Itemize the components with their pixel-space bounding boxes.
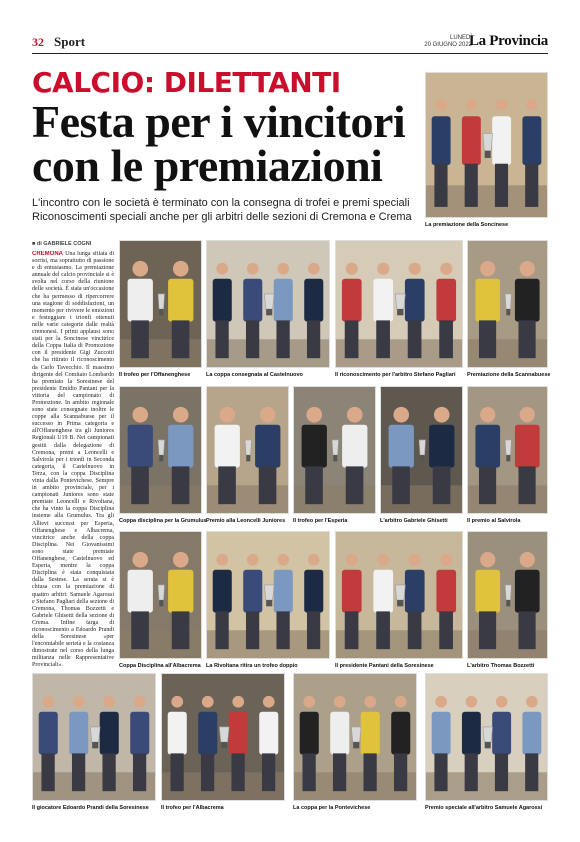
article-headline: Festa per i vincitori con le premiazioni	[32, 96, 406, 191]
photo-caption-13: Il presidente Pantani della Soresinese	[335, 663, 434, 669]
photo-12	[206, 531, 330, 659]
photo-caption-15: Il giocatore Edoardo Prandi della Soresinese	[32, 805, 149, 811]
article-subhead: L'incontro con le società è terminato con la consegna di trofei e premi speciali Riconoscimenti speciali anche per gli arbitri delle sezioni di Cremona e Crema	[32, 197, 412, 223]
issue-date	[424, 35, 472, 49]
photo-caption-8: Il trofeo per l'Esperia	[293, 518, 348, 524]
photo-15	[32, 673, 156, 801]
photo-caption-12: La Rivoltana ritira un trofeo doppio	[206, 663, 298, 669]
photo-caption-1: La premiazione della Soncinese	[425, 222, 509, 228]
photo-caption-3: La coppa consegnata al Castelnuovo	[206, 372, 303, 378]
article-byline: ■ di GABRIELE COGNI	[32, 241, 92, 247]
photo-caption-6: Coppa disciplina per la Grumulus	[119, 518, 207, 524]
photo-10	[467, 386, 548, 514]
photo-6	[119, 386, 202, 514]
photo-caption-10: Il premio al Salvirola	[467, 518, 521, 524]
photo-11	[119, 531, 202, 659]
photo-caption-17: La coppa per la Pontevichese	[293, 805, 371, 811]
photo-17	[293, 673, 417, 801]
photo-13	[335, 531, 463, 659]
byline-text: di GABRIELE COGNI	[36, 241, 92, 247]
page-number: 32	[32, 35, 44, 49]
photo-4	[335, 240, 463, 368]
issue-day: LUNEDÌ	[449, 35, 472, 41]
photo-8	[293, 386, 376, 514]
photo-caption-4: Il riconoscimento per l'arbitro Stefano Pagliari	[335, 372, 456, 378]
photo-caption-7: Premio alla Leoncelli Juniores	[206, 518, 286, 524]
photo-3	[206, 240, 330, 368]
section-name: Sport	[54, 34, 86, 49]
photo-caption-14: L'arbitro Thomas Bozzetti	[467, 663, 535, 669]
photo-caption-11: Coppa Disciplina all'Albacrema	[119, 663, 201, 669]
photo-caption-2: Il trofeo per l'Offanenghese	[119, 372, 191, 378]
dateline-city: CREMONA	[32, 251, 63, 257]
photo-14	[467, 531, 548, 659]
photo-caption-16: Il trofeo per l'Albacrema	[161, 805, 224, 811]
article-body-text: Una lunga sfilata di sorrisi, ma soprattutto di passione e di entusiasmo. La premiazione annuale del calcio provinciale si è svolta nel corso della riunione delle società. È stata un'occasione che ha permesso di ripercorrere una stagione di soddisfazioni, un momento per rivivere le emozioni e festeggiare i trionfi ottenuti nelle varie categorie dalle realtà cremonesi. I primi applausi sono stati per la Soncinese vincitrice della Coppa Italia di Promozione con il presidente Gigi Zuccotti che ha ritirato il riconoscimento da Carlo Tavecchio. Il massimo dirigente del Comitato Lombardo ha premiato la Soresinese del presidente Emidio Pantani per la vittoria del campionato di Promozione. In ambito regionale sono state consegnate inoltre le coppe alla Scannabuese per il successo in Prima categoria e all'Offanenghese tra gli Juniores Regionali U19 B. Nei campionati gestiti dalla delegazione di Cremona, premi a Leoncelli e Salvirola per i trionfi in Seconda categoria, il Castelnuovo in Terza, con la coppa Disciplina vinta dalla Pontevichese. Sempre in ambito provinciale, per i campionati Juniores sono state premiate Leoncelli e Rivoltana, che ha vinto la coppa Disciplina insieme alla Grumulus. Tra gli Allievi successi per Esperia, Offanenghese e Albacrema, vincitrice anche della coppa Disciplina. Nei Giovanissimi sono state premiate Offanenghese, Castelnuovo ed Esperia, mentre la coppa Disciplina è stata conquistata dalla Sestese. La serata si è chiusa con la premiazione di quattro arbitri: Samuele Agarossi e Stefano Pagliari della sezione di Cremona, Thomas Bozzetti e Gabriele Ghisetti della sezione di Crema. Infine targa di riconoscimento a Edoardo Prandi della Soresinese «per l'encomiabile serietà e la costanza dimostrate nel corso della lunga militanza nelle Rappresentative Provinciali».	[32, 251, 114, 669]
article-kicker: CALCIO: DILETTANTI	[32, 66, 341, 99]
photo-caption-5: Premiazione della Scannabuese	[467, 372, 551, 378]
photo-1	[425, 72, 548, 218]
article-body	[32, 251, 114, 691]
newspaper-logo: La Provincia	[468, 33, 548, 49]
photo-5	[467, 240, 548, 368]
photo-caption-18: Premio speciale all'arbitro Samuele Agarossi	[425, 805, 543, 811]
photo-caption-9: L'arbitro Gabriele Ghisetti	[380, 518, 448, 524]
issue-day-date: 20 GIUGNO 2022	[424, 42, 472, 48]
photo-18	[425, 673, 548, 801]
photo-9	[380, 386, 463, 514]
page-header	[32, 34, 548, 54]
photo-16	[161, 673, 285, 801]
photo-7	[206, 386, 289, 514]
photo-2	[119, 240, 202, 368]
